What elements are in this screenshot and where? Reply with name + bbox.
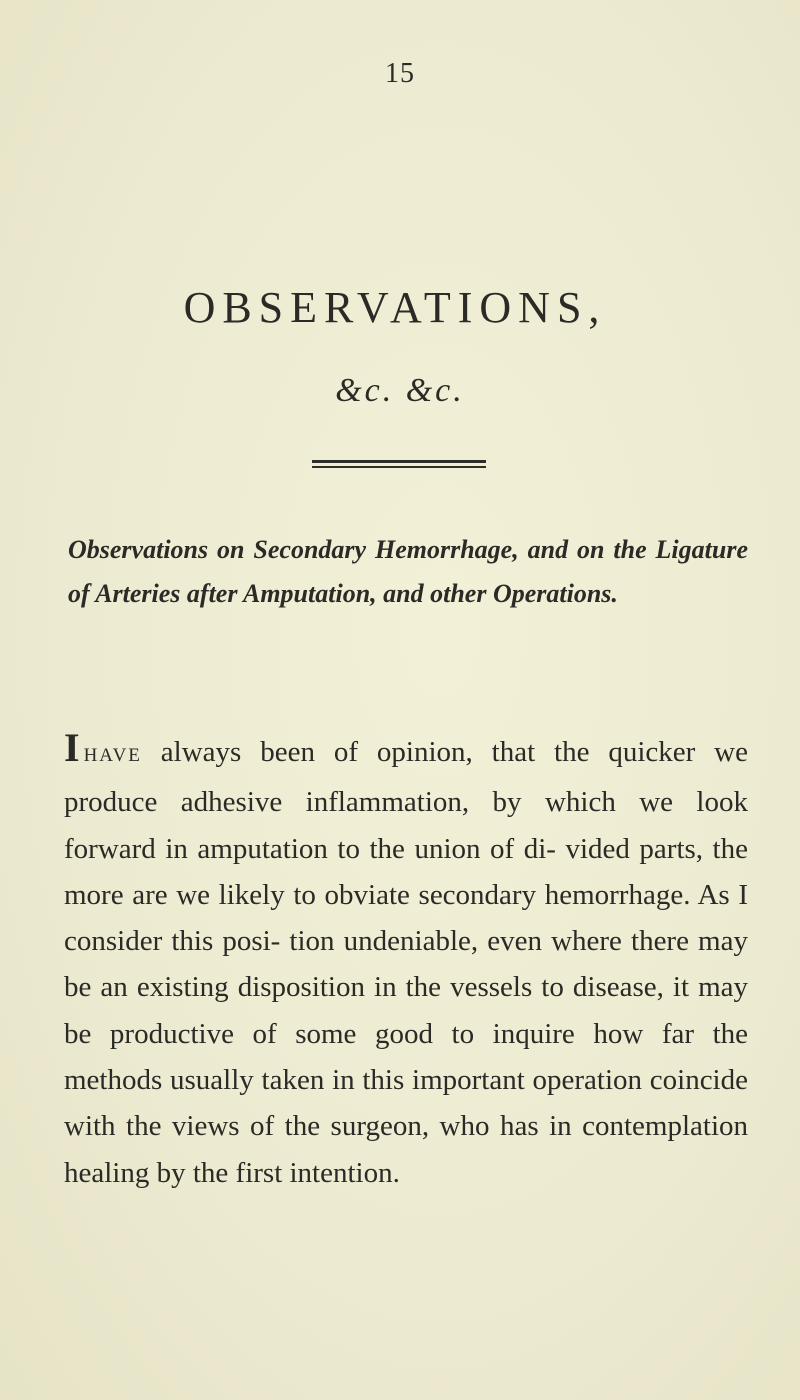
paragraph-text: always been of opinion, that the quicker we produce adhesive inflammation, by which we look forward in amputation to the union of di- vided parts, the more are we likely to obviate secondary hemorrhage. As I consider this posi- tion undeniable, even where there may be an existing disposition in the vessels to disease, it may be productive of some good to inquire how far the methods usually taken in this important operation coincide with the views of the surgeon, who has in contemplation healing by the first intention. — [64, 736, 748, 1189]
section-heading: Observations on Secondary Hemorrhage, and on the Ligature of Arteries after Amputation, and other Operations. — [68, 535, 748, 608]
body-paragraph — [64, 725, 748, 1196]
drop-cap: I — [64, 725, 80, 770]
double-rule-bottom — [312, 466, 486, 468]
page-number: 15 — [385, 58, 415, 89]
lead-small-caps: HAVE — [83, 745, 142, 766]
chapter-title: OBSERVATIONS, — [183, 283, 607, 332]
chapter-subtitle: &c. &c. — [335, 372, 465, 409]
double-rule-top — [312, 460, 486, 463]
